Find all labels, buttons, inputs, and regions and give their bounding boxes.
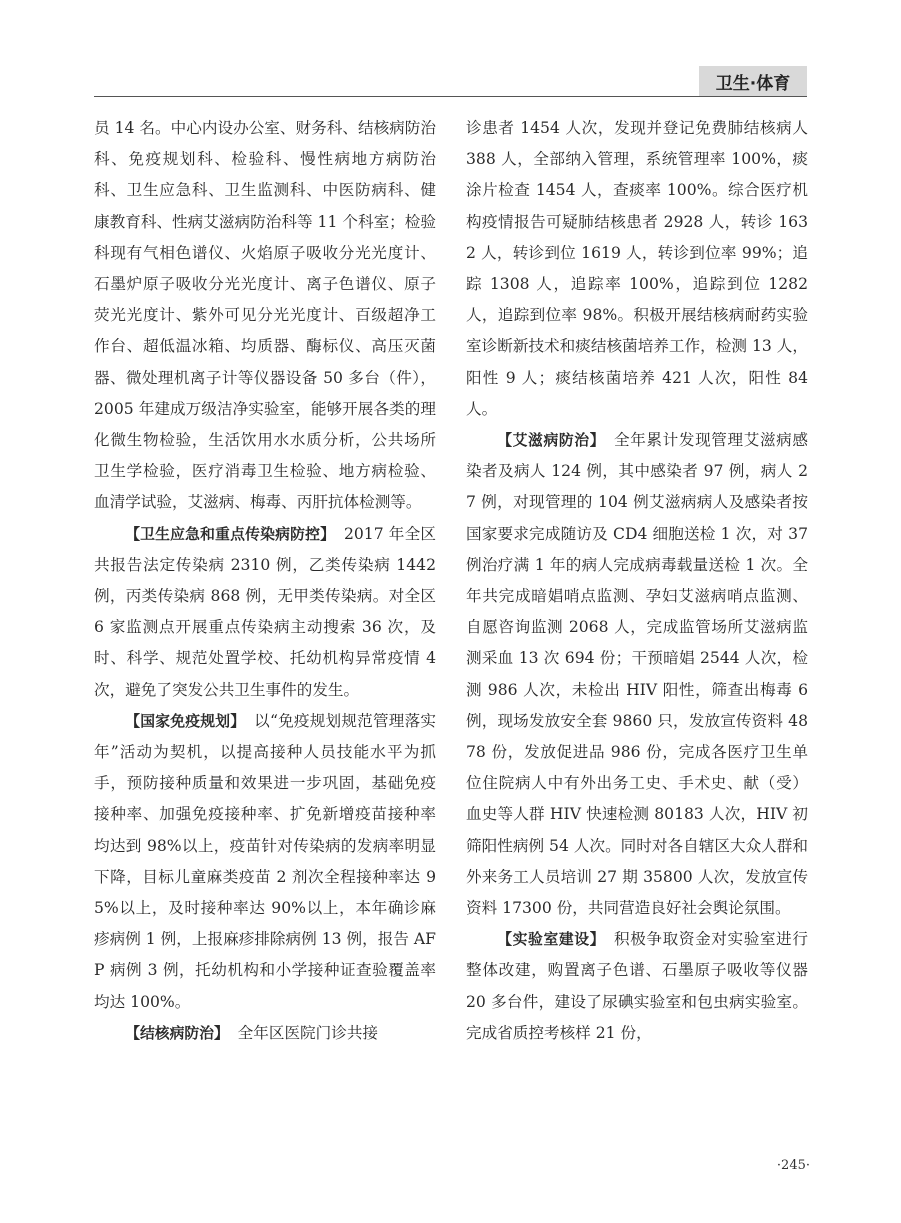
section-heading-immunization: 【国家免疫规划】 <box>125 712 246 730</box>
section-heading-laboratory: 【实验室建设】 <box>497 931 606 949</box>
section-heading-tuberculosis: 【结核病防治】 <box>125 1024 229 1042</box>
paragraph-text-immunization: 以“免疫规划规范管理落实年”活动为契机，以提高接种人员技能水平为抓手，预防接种质量和效果进一步巩固，基础免疫接种率、加强免疫接种率、扩免新增疫苗接种率均达到 98%以上，疫苗针对传染病的发病率明显下降，目标儿童麻类疫苗 2 剂次全程接种率达 95%以上，及时接种率达 90%以上，本年确诊麻疹病例 1 例，上报麻疹排除病例 13 例，报告 AFP 病例 3 例，托幼机构和小学接种证查验覆盖率均达 100%。 <box>94 711 436 1011</box>
paragraph-immunization <box>94 706 436 1018</box>
paragraph-aids-prevention <box>466 425 808 924</box>
section-title: 卫生·体育 <box>715 73 791 94</box>
section-heading-aids: 【艾滋病防治】 <box>497 432 606 450</box>
section-heading-emergency: 【卫生应急和重点传染病防控】 <box>125 525 336 543</box>
header-divider <box>94 96 807 97</box>
paragraph-laboratory <box>466 924 808 1049</box>
paragraph-staff-intro: 员 14 名。中心内设办公室、财务科、结核病防治科、免疫规划科、检验科、慢性病地方病防治科、卫生应急科、卫生监测科、中医防病科、健康教育科、性病艾滋病防治科等 11 个科室；检验科现有气相色谱仪、火焰原子吸收分光光度计、石墨炉原子吸收分光光度计、离子色谱仪、原子荧光光度计、紫外可见分光光度计、百级超净工作台、超低温冰箱、均质器、酶标仪、高压灭菌器、微处理机离子计等仪器设备 50 多台（件），2005 年建成万级洁净实验室，能够开展各类的理化微生物检验，生活饮用水水质分析，公共场所卫生学检验，医疗消毒卫生检验、地方病检验、血清学试验，艾滋病、梅毒、丙肝抗体检测等。 <box>94 119 436 512</box>
paragraph-tuberculosis <box>94 1018 436 1049</box>
page-number: ·245· <box>776 1158 810 1173</box>
left-column <box>94 113 436 1049</box>
paragraph-text-tuberculosis: 全年区医院门诊共接 <box>237 1023 379 1042</box>
paragraph-text-emergency: 2017 年全区共报告法定传染病 2310 例，乙类传染病 1442 例，丙类传染病 868 例，无甲类传染病。对全区 6 家监测点开展重点传染病主动搜索 36 次，及时、科学、规范处置学校、托幼机构异常疫情 4 次，避免了突发公共卫生事件的发生。 <box>94 524 436 699</box>
paragraph-text-laboratory: 积极争取资金对实验室进行整体改建，购置离子色谱、石墨原子吸收等仪器 20 多台件，建设了尿碘实验室和包虫病实验室。完成省质控考核样 21 份， <box>466 930 808 1042</box>
right-column <box>466 113 808 1049</box>
section-header-tab <box>699 66 807 96</box>
paragraph-text-aids: 全年累计发现管理艾滋病感染者及病人 124 例，其中感染者 97 例，病人 27 例，对现管理的 104 例艾滋病病人及感染者按国家要求完成随访及 CD4 细胞送检 1 次，对 37 例治疗满 1 年的病人完成病毒载量送检 1 次。全年共完成暗娼哨点监测、孕妇艾滋病哨点监测、自愿咨询监测 2068 人，完成监管场所艾滋病监测采血 13 次 694 份；干预暗娼 2544 人次，检测 986 人次，未检出 HIV 阳性，筛查出梅毒 6 例，现场发放安全套 9860 只，发放宣传资料 4878 份，发放促进品 986 份，完成各医疗卫生单位住院病人中有外出务工史、手术史、献（受）血史等人群 HIV 快速检测 80183 人次，HIV 初筛阳性病例 54 人次。同时对各自辖区大众人群和外来务工人员培训 27 期 35800 人次，发放宣传资料 17300 份，共同营造良好社会舆论氛围。 <box>466 431 808 918</box>
paragraph-emergency-response <box>94 519 436 706</box>
paragraph-tuberculosis-continued: 诊患者 1454 人次，发现并登记免费肺结核病人 388 人，全部纳入管理，系统管理率 100%，痰涂片检查 1454 人，查痰率 100%。综合医疗机构疫情报告可疑肺结核患者 2928 人，转诊 1632 人，转诊到位 1619 人，转诊到位率 99%；追踪 1308 人，追踪率 100%，追踪到位 1282 人，追踪到位率 98%。积极开展结核病耐药实验室诊断新技术和痰结核菌培养工作，检测 13 人，阳性 9 人；痰结核菌培养 421 人次，阳性 84 人。 <box>466 119 808 418</box>
